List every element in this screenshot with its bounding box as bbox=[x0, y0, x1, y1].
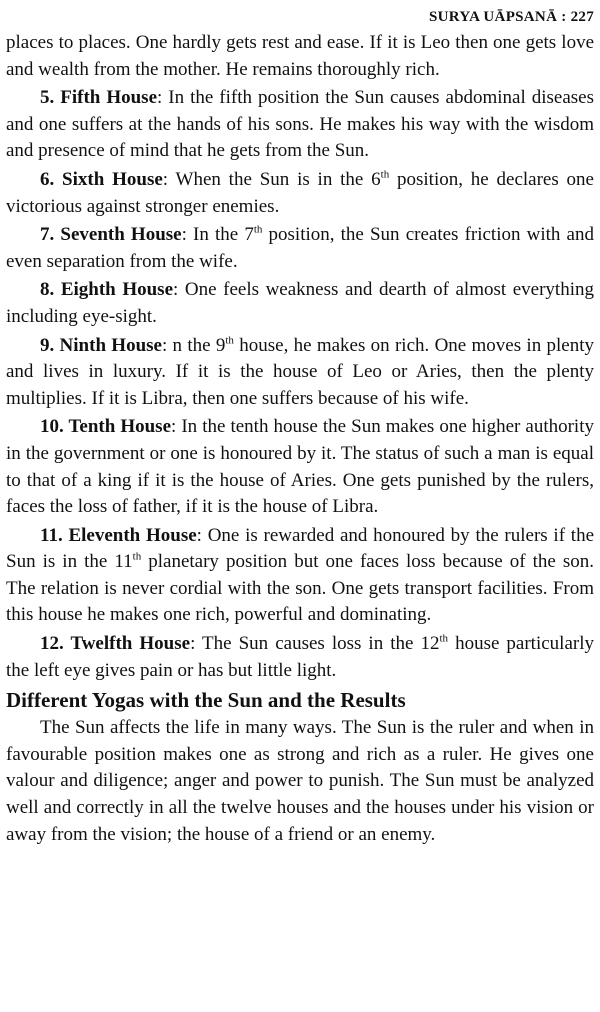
continuation-paragraph: places to places. One hardly gets rest and ease. If it is Leo then one gets love and wealth from the mother. He remains thoroughly rich. bbox=[6, 32, 594, 80]
house-text-cont: position, the Sun creates friction with and even separation from the wife. bbox=[6, 224, 594, 272]
house-heading: 8. Eighth House bbox=[40, 279, 174, 301]
house-paragraph-7 bbox=[6, 222, 594, 275]
house-text: : One is rewarded and honoured by the rulers if the Sun is in the 11 bbox=[6, 524, 595, 573]
house-heading: 12. Twelfth House bbox=[40, 633, 191, 655]
house-paragraph-8 bbox=[6, 277, 594, 330]
house-text: : In the tenth house the Sun makes one higher authority in the government or one is honoured by it. The status of such a man is equal to that of a king if it is the house of Aries. One gets punished by the rulers, faces the loss of father, if it is the house of Libra. bbox=[6, 416, 594, 518]
house-paragraph-6 bbox=[6, 167, 594, 220]
ordinal-suffix: th bbox=[439, 632, 449, 645]
house-paragraph-10 bbox=[6, 414, 594, 520]
house-text-cont: position, he declares one victorious against stronger enemies. bbox=[6, 168, 594, 217]
section-body: The Sun affects the life in many ways. The Sun is the ruler and when in favourable position makes one as strong and rich as a ruler. He gives one valour and diligence; anger and power to punish. The Sun must be analyzed well and correctly in all the twelve houses and the houses under his vision or away from the vision; the house of a friend or an enemy. bbox=[6, 717, 594, 845]
house-heading: 9. Ninth House bbox=[40, 334, 162, 356]
house-heading: 11. Eleventh House bbox=[40, 524, 197, 546]
house-text-cont: planetary position but one faces loss because of the son. The relation is never cordial with the son. One gets transport facilities. From this house he makes one rich, powerful and dominating. bbox=[6, 551, 594, 626]
house-paragraph-11 bbox=[6, 523, 594, 629]
house-text: : In the 7 bbox=[181, 224, 254, 246]
ordinal-suffix: th bbox=[253, 223, 263, 236]
house-text: : n the 9 bbox=[161, 334, 226, 356]
house-text-cont: house particularly the left eye gives pain or has but little light. bbox=[6, 633, 594, 681]
house-heading: 7. Seventh House bbox=[40, 224, 182, 246]
house-text: : When the Sun is in the 6 bbox=[162, 168, 381, 190]
house-paragraph-12 bbox=[6, 631, 594, 684]
house-text: : In the fifth position the Sun causes abdominal diseases and one suffers at the hands of his sons. He makes his way with the wisdom and presence of mind that he gets from the Sun. bbox=[6, 87, 595, 162]
ordinal-suffix: th bbox=[132, 550, 142, 563]
house-text: : One feels weakness and dearth of almost everything including eye-sight. bbox=[6, 279, 594, 327]
house-heading: 6. Sixth House bbox=[40, 168, 163, 190]
house-heading: 5. Fifth House bbox=[40, 87, 158, 109]
house-text: : The Sun causes loss in the 12 bbox=[190, 633, 440, 655]
house-paragraph-9 bbox=[6, 333, 594, 413]
ordinal-suffix: th bbox=[225, 334, 234, 347]
section-heading: Different Yogas with the Sun and the Results bbox=[6, 688, 406, 713]
running-header: SURYA UĀPSANĀ : 227 bbox=[428, 9, 594, 25]
house-heading: 10. Tenth House bbox=[40, 416, 171, 438]
ordinal-suffix: th bbox=[380, 168, 390, 181]
house-paragraph-5 bbox=[6, 85, 594, 165]
house-text-cont: house, he makes on rich. One moves in plenty and lives in luxury. If it is the house of Leo or Aries, then the plenty multiplies. If it is Libra, then one suffers because of his wife. bbox=[6, 334, 594, 409]
